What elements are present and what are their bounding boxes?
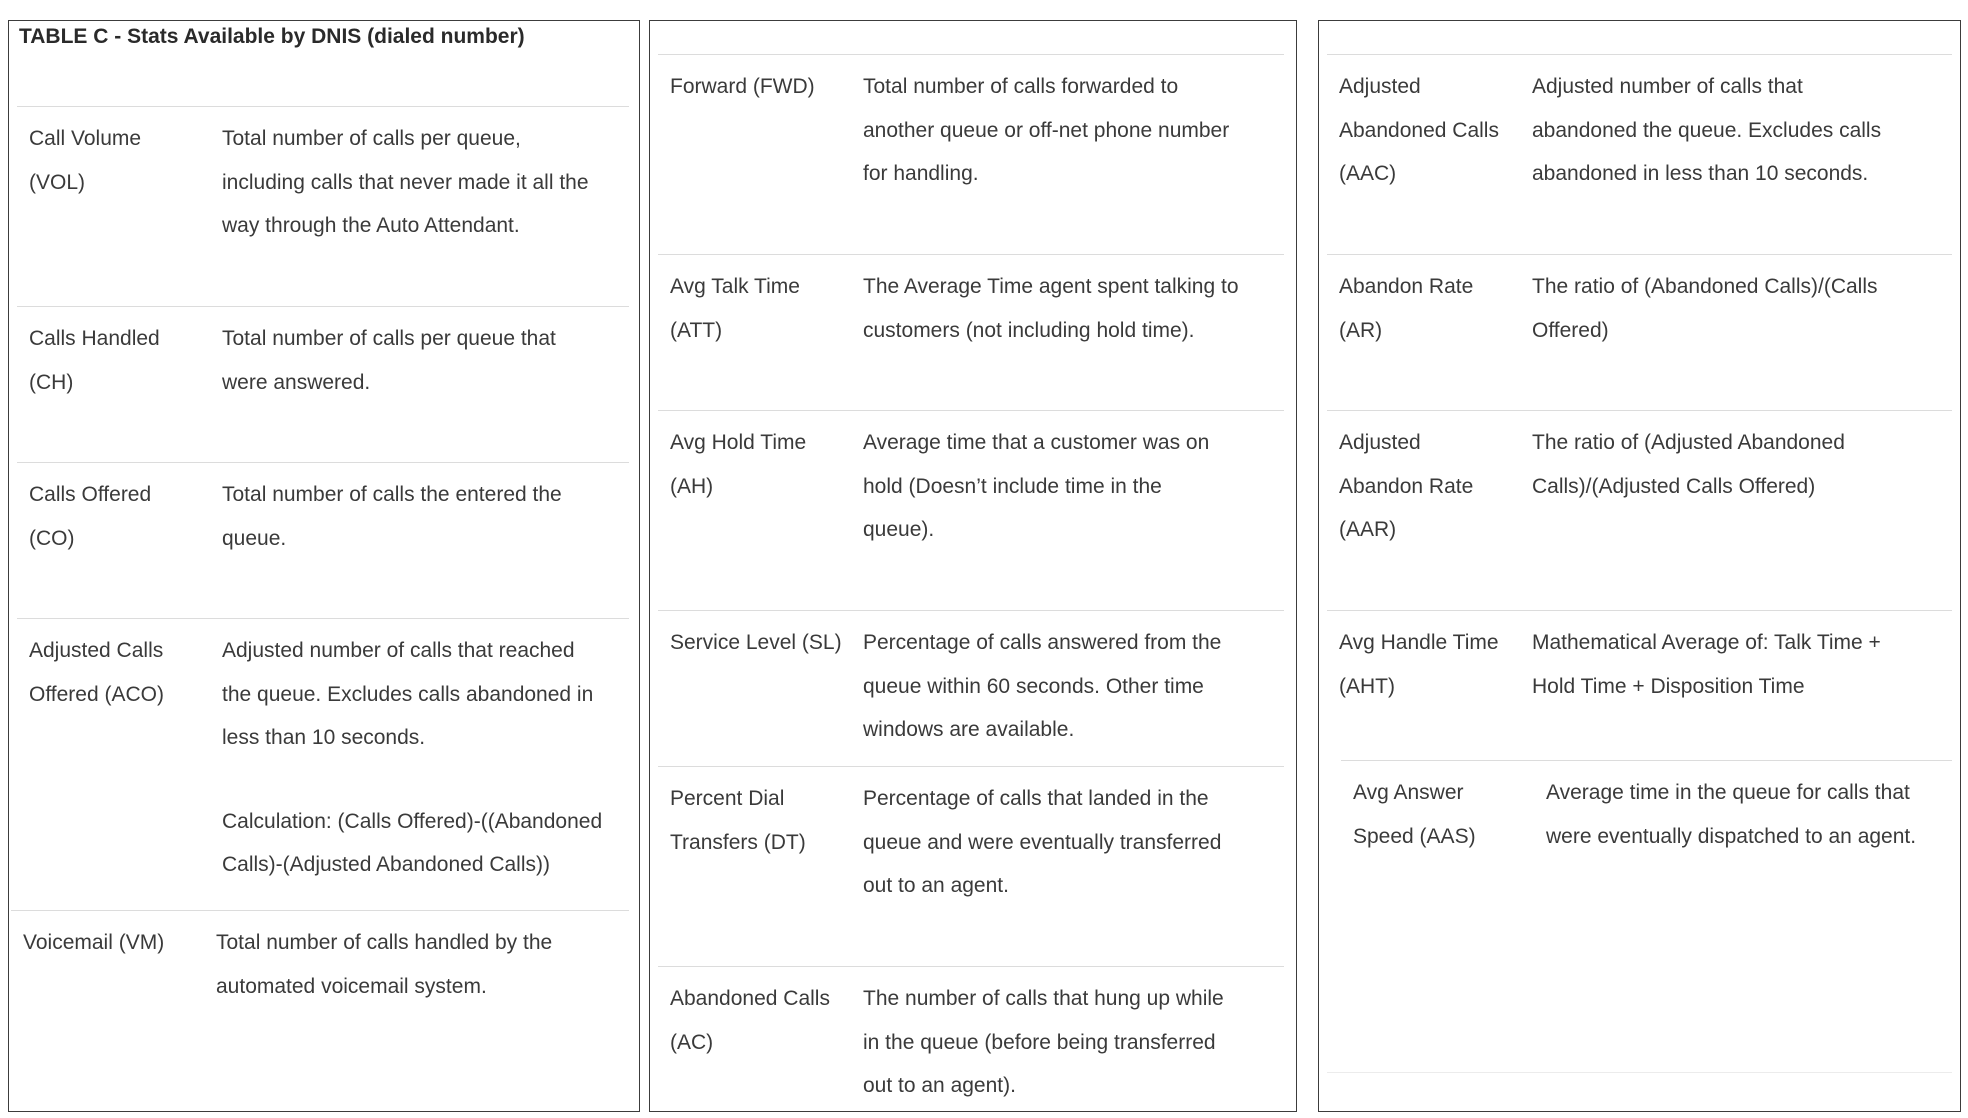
stat-term-adjusted-calls-offered-aco: Adjusted Calls Offered (ACO) — [29, 639, 164, 706]
table-row — [17, 306, 629, 394]
stat-description: Adjusted number of calls that abandoned the queue. Excludes calls abandoned in less than 10 seconds. — [1532, 75, 1882, 185]
table-column-1 — [8, 20, 640, 1112]
table-row — [658, 54, 1284, 185]
stat-description: The ratio of (Adjusted Abandoned Calls)/(Adjusted Calls Offered) — [1532, 431, 1845, 498]
stat-description: The number of calls that hung up while in the queue (before being transferred out to an agent). — [863, 987, 1224, 1097]
stat-description: Adjusted number of calls that reached the queue. Excludes calls abandoned in less than 10 seconds. Calculation: (Calls Offered)-((Abandoned Calls)-(Adjusted Abandoned Calls)) — [222, 629, 602, 887]
table-row — [658, 254, 1284, 342]
stat-term-calls-offered-co: Calls Offered (CO) — [29, 483, 152, 550]
table-row — [658, 766, 1284, 897]
stat-term-avg-talk-time-att: Avg Talk Time (ATT) — [670, 275, 800, 342]
stat-term-calls-handled-ch: Calls Handled (CH) — [29, 327, 160, 394]
table-column-2 — [649, 20, 1297, 1112]
table-row — [658, 410, 1284, 541]
stat-term-forward-fwd: Forward (FWD) — [670, 75, 815, 98]
row-divider — [1327, 1072, 1952, 1073]
stat-description: Total number of calls per queue, including calls that never made it all the way through the Auto Attendant. — [222, 127, 589, 237]
stat-description: Total number of calls handled by the automated voicemail system. — [216, 931, 553, 998]
table-row — [658, 610, 1284, 741]
stat-term-percent-dial-transfers-dt: Percent Dial Transfers (DT) — [670, 787, 806, 854]
stat-description: Percentage of calls that landed in the queue and were eventually transferred out to an agent. — [863, 787, 1222, 897]
stat-term-avg-hold-time-ah: Avg Hold Time (AH) — [670, 431, 807, 498]
stat-term-avg-handle-time-aht: Avg Handle Time (AHT) — [1339, 631, 1499, 698]
stat-description: The Average Time agent spent talking to customers (not including hold time). — [863, 275, 1239, 342]
table-row — [17, 106, 629, 237]
stat-description: Mathematical Average of: Talk Time + Hold Time + Disposition Time — [1532, 631, 1881, 698]
table-row — [11, 910, 629, 998]
table-row — [1327, 610, 1952, 698]
stat-description: Average time that a customer was on hold (Doesn’t include time in the queue). — [863, 431, 1210, 541]
table-title: TABLE C - Stats Available by DNIS (dialed number) — [19, 25, 525, 48]
stat-description: The ratio of (Abandoned Calls)/(Calls Offered) — [1532, 275, 1878, 342]
stat-description: Total number of calls forwarded to another queue or off-net phone number for handling. — [863, 75, 1230, 185]
stat-description: Total number of calls per queue that were answered. — [222, 327, 556, 394]
table-row — [1327, 54, 1952, 185]
table-row — [1327, 254, 1952, 342]
stat-term-abandon-rate-ar: Abandon Rate (AR) — [1339, 275, 1474, 342]
table-row — [17, 462, 629, 550]
table-row — [1327, 410, 1952, 541]
table-row — [17, 618, 629, 876]
stat-description: Percentage of calls answered from the queue within 60 seconds. Other time windows are available. — [863, 631, 1222, 741]
table-row — [658, 966, 1284, 1097]
stat-description: Total number of calls the entered the queue. — [222, 483, 562, 550]
stat-term-call-volume-vol: Call Volume (VOL) — [29, 127, 142, 194]
stat-description: Average time in the queue for calls that were eventually dispatched to an agent. — [1546, 781, 1917, 848]
table-row — [1341, 760, 1952, 848]
stat-term-adjusted-abandoned-calls-aac: Adjusted Abandoned Calls (AAC) — [1339, 75, 1499, 185]
stat-calculation: Calculation: (Calls Offered)-((Abandoned Calls)-(Adjusted Abandoned Calls)) — [222, 809, 603, 876]
stat-term-adjusted-abandon-rate-aar: Adjusted Abandon Rate (AAR) — [1339, 431, 1474, 541]
stat-term-voicemail-vm: Voicemail (VM) — [23, 931, 165, 954]
stat-term-abandoned-calls-ac: Abandoned Calls (AC) — [670, 987, 830, 1054]
table-column-3 — [1318, 20, 1961, 1112]
stat-term-avg-answer-speed-aas: Avg Answer Speed (AAS) — [1353, 781, 1476, 848]
stat-term-service-level-sl: Service Level (SL) — [670, 631, 842, 654]
